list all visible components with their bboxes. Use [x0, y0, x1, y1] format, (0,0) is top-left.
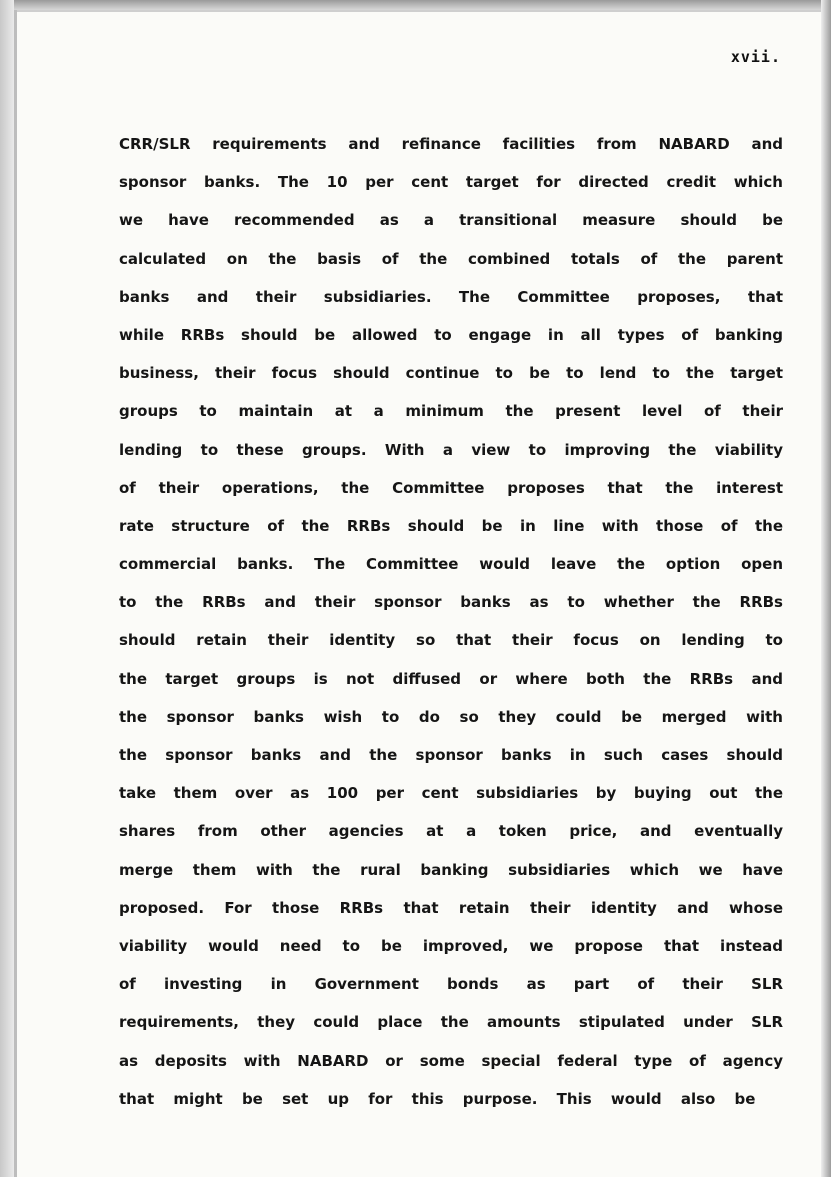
text-line: of their operations, the Committee proposes that the interest	[119, 478, 783, 497]
text-line: take them over as 100 per cent subsidiaries by buying out the	[119, 784, 783, 803]
text-line: business, their focus should continue to be to lend to the target	[119, 364, 783, 383]
text-line: groups to maintain at a minimum the present level of their	[119, 402, 783, 421]
text-line: as deposits with NABARD or some special federal type of agency	[119, 1051, 783, 1070]
text-line: viability would need to be improved, we propose that instead	[119, 936, 783, 955]
text-line: while RRBs should be allowed to engage in all types of banking	[119, 325, 783, 344]
text-line: banks and their subsidiaries. The Committee proposes, that	[119, 287, 783, 306]
text-line: to the RRBs and their sponsor banks as to whether the RRBs	[119, 593, 783, 612]
text-line: calculated on the basis of the combined totals of the parent	[119, 249, 783, 268]
text-line: shares from other agencies at a token price, and eventually	[119, 822, 783, 841]
text-line: should retain their identity so that their focus on lending to	[119, 631, 783, 650]
text-line: lending to these groups. With a view to improving the viability	[119, 440, 783, 459]
text-line: merge them with the rural banking subsidiaries which we have	[119, 860, 783, 879]
text-line: sponsor banks. The 10 per cent target for directed credit which	[119, 173, 783, 192]
text-line: of investing in Government bonds as part of their SLR	[119, 975, 783, 994]
document-page	[14, 10, 821, 1177]
text-line: commercial banks. The Committee would leave the option open	[119, 555, 783, 574]
text-line: CRR/SLR requirements and refinance facilities from NABARD and	[119, 135, 783, 153]
text-line: proposed. For those RRBs that retain their identity and whose	[119, 898, 783, 917]
body-text	[119, 125, 783, 1118]
text-line: we have recommended as a transitional measure should be	[119, 211, 783, 230]
page-number: xvii.	[730, 48, 781, 66]
text-line: rate structure of the RRBs should be in line with those of the	[119, 516, 783, 535]
page-left-edge	[0, 0, 14, 1177]
page-right-edge	[821, 0, 831, 1177]
text-line: the sponsor banks and the sponsor banks in such cases should	[119, 746, 783, 764]
text-line: requirements, they could place the amounts stipulated under SLR	[119, 1013, 783, 1032]
text-line: that might be set up for this purpose. This would also be	[119, 1089, 756, 1108]
text-line: the target groups is not diffused or where both the RRBs and	[119, 669, 783, 688]
text-line: the sponsor banks wish to do so they could be merged with	[119, 707, 783, 726]
